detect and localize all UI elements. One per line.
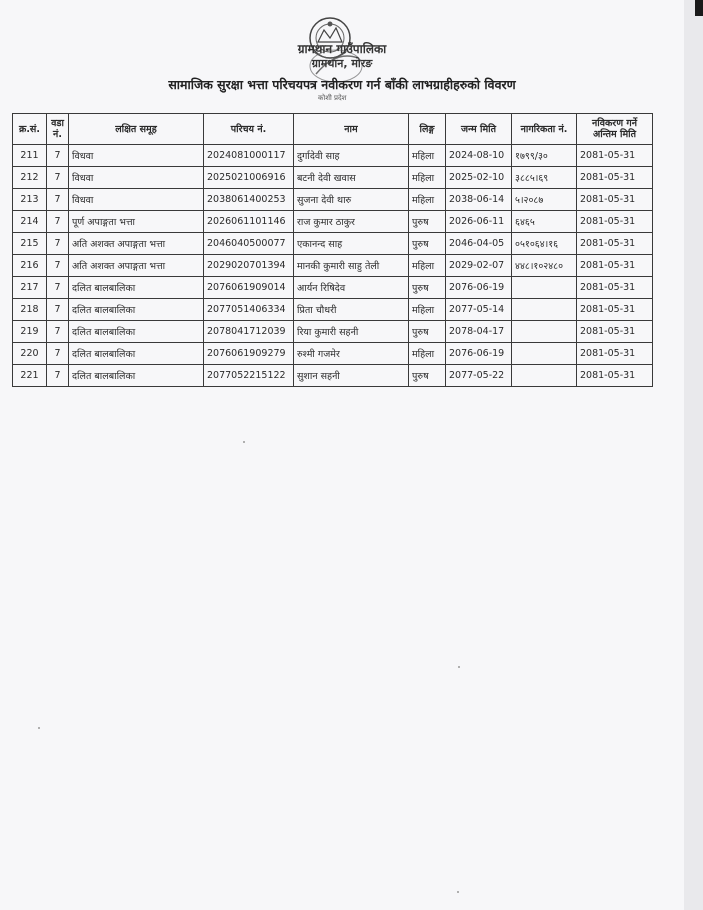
cell-sn: 216 (13, 255, 47, 277)
cell-group: विधवा (69, 145, 204, 167)
cell-id: 2038061400253 (204, 189, 294, 211)
scan-speck (457, 891, 459, 893)
cell-citizenship: ०५१०६४।१६ (512, 233, 577, 255)
table-row (13, 233, 653, 255)
table-row (13, 167, 653, 189)
col-header-name: नाम (294, 114, 409, 145)
table-row (13, 145, 653, 167)
cell-gender: पुरुष (409, 365, 446, 387)
cell-gender: महिला (409, 145, 446, 167)
col-header-dob: जन्म मिति (446, 114, 512, 145)
cell-id: 2029020701394 (204, 255, 294, 277)
cell-sn: 218 (13, 299, 47, 321)
cell-id: 2026061101146 (204, 211, 294, 233)
scan-speck (243, 441, 245, 443)
scan-speck (458, 666, 460, 668)
cell-deadline: 2081-05-31 (577, 299, 653, 321)
cell-id: 2076061909014 (204, 277, 294, 299)
table-row (13, 211, 653, 233)
cell-gender: महिला (409, 167, 446, 189)
cell-ward: 7 (47, 321, 69, 343)
cell-deadline: 2081-05-31 (577, 211, 653, 233)
cell-id: 2076061909279 (204, 343, 294, 365)
cell-gender: पुरुष (409, 211, 446, 233)
cell-name: रिया कुमारी सहनी (294, 321, 409, 343)
cell-sn: 220 (13, 343, 47, 365)
col-header-citizenship: नागरिकता नं. (512, 114, 577, 145)
cell-deadline: 2081-05-31 (577, 167, 653, 189)
cell-citizenship (512, 277, 577, 299)
cell-group: विधवा (69, 189, 204, 211)
cell-dob: 2078-04-17 (446, 321, 512, 343)
cell-deadline: 2081-05-31 (577, 365, 653, 387)
cell-ward: 7 (47, 211, 69, 233)
cell-name: दुर्गादेवी साह (294, 145, 409, 167)
stamp-province: कोशी प्रदेश (318, 94, 347, 102)
cell-citizenship (512, 299, 577, 321)
cell-deadline: 2081-05-31 (577, 343, 653, 365)
cell-name: प्रिता चौधरी (294, 299, 409, 321)
cell-dob: 2077-05-22 (446, 365, 512, 387)
cell-group: दलित बालबालिका (69, 321, 204, 343)
col-header-id: परिचय नं. (204, 114, 294, 145)
cell-id: 2077051406334 (204, 299, 294, 321)
cell-citizenship: ६४६५ (512, 211, 577, 233)
beneficiary-table (12, 113, 653, 387)
office-name: ग्रामथान गाउँपालिका (297, 42, 387, 56)
cell-citizenship: ४४८।१०२४८० (512, 255, 577, 277)
cell-name: राज कुमार ठाकुर (294, 211, 409, 233)
cell-dob: 2077-05-14 (446, 299, 512, 321)
table-header-row (13, 114, 653, 145)
cell-name: रुश्मी गजमेर (294, 343, 409, 365)
cell-name: बटनी देवी खवास (294, 167, 409, 189)
cell-dob: 2076-06-19 (446, 277, 512, 299)
cell-deadline: 2081-05-31 (577, 255, 653, 277)
cell-gender: महिला (409, 299, 446, 321)
scan-edge (684, 0, 703, 910)
scan-speck (38, 727, 40, 729)
cell-sn: 219 (13, 321, 47, 343)
cell-name: सुशान सहनी (294, 365, 409, 387)
table-row (13, 277, 653, 299)
cell-group: पूर्ण अपाङ्गता भत्ता (69, 211, 204, 233)
col-header-group: लक्षित समूह (69, 114, 204, 145)
cell-group: दलित बालबालिका (69, 343, 204, 365)
cell-citizenship (512, 321, 577, 343)
cell-id: 2025021006916 (204, 167, 294, 189)
table-row (13, 299, 653, 321)
table-row (13, 255, 653, 277)
cell-id: 2078041712039 (204, 321, 294, 343)
scan-edge-mark (695, 0, 703, 16)
cell-name: एकानन्द साह (294, 233, 409, 255)
table-row (13, 321, 653, 343)
cell-ward: 7 (47, 189, 69, 211)
cell-id: 2046040500077 (204, 233, 294, 255)
table-row (13, 189, 653, 211)
cell-dob: 2038-06-14 (446, 189, 512, 211)
cell-citizenship: ५।२०८७ (512, 189, 577, 211)
cell-deadline: 2081-05-31 (577, 145, 653, 167)
cell-sn: 221 (13, 365, 47, 387)
cell-gender: पुरुष (409, 233, 446, 255)
cell-ward: 7 (47, 277, 69, 299)
cell-gender: पुरुष (409, 277, 446, 299)
cell-deadline: 2081-05-31 (577, 189, 653, 211)
col-header-deadline: नविकरण गर्ने अन्तिम मिति (577, 114, 653, 145)
cell-dob: 2026-06-11 (446, 211, 512, 233)
cell-deadline: 2081-05-31 (577, 233, 653, 255)
cell-dob: 2029-02-07 (446, 255, 512, 277)
cell-group: दलित बालबालिका (69, 365, 204, 387)
cell-id: 2024081000117 (204, 145, 294, 167)
cell-deadline: 2081-05-31 (577, 321, 653, 343)
cell-gender: महिला (409, 343, 446, 365)
cell-citizenship (512, 365, 577, 387)
cell-ward: 7 (47, 233, 69, 255)
cell-gender: महिला (409, 255, 446, 277)
cell-sn: 211 (13, 145, 47, 167)
col-header-ward: वडा नं. (47, 114, 69, 145)
cell-group: विधवा (69, 167, 204, 189)
table-row (13, 365, 653, 387)
cell-dob: 2046-04-05 (446, 233, 512, 255)
document-title: सामाजिक सुरक्षा भत्ता परिचयपत्र नवीकरण गर्न बाँकी लाभग्राहीहरुको विवरण (168, 77, 516, 92)
cell-sn: 213 (13, 189, 47, 211)
cell-sn: 212 (13, 167, 47, 189)
cell-name: मानकी कुमारी साहु तेली (294, 255, 409, 277)
cell-group: दलित बालबालिका (69, 277, 204, 299)
cell-gender: पुरुष (409, 321, 446, 343)
cell-sn: 217 (13, 277, 47, 299)
cell-group: अति अशक्त अपाङ्गता भत्ता (69, 233, 204, 255)
cell-ward: 7 (47, 343, 69, 365)
cell-citizenship: १७९९/३० (512, 145, 577, 167)
cell-ward: 7 (47, 255, 69, 277)
col-header-sn: क्र.सं. (13, 114, 47, 145)
cell-sn: 215 (13, 233, 47, 255)
cell-ward: 7 (47, 167, 69, 189)
cell-group: दलित बालबालिका (69, 299, 204, 321)
cell-name: आर्यन रिषिदेव (294, 277, 409, 299)
cell-citizenship: ३८८५।६९ (512, 167, 577, 189)
cell-deadline: 2081-05-31 (577, 277, 653, 299)
cell-sn: 214 (13, 211, 47, 233)
cell-ward: 7 (47, 365, 69, 387)
cell-gender: महिला (409, 189, 446, 211)
cell-dob: 2024-08-10 (446, 145, 512, 167)
cell-ward: 7 (47, 299, 69, 321)
cell-dob: 2025-02-10 (446, 167, 512, 189)
office-sub: ग्रामथान, मोरङ (311, 57, 373, 70)
col-header-gender: लिङ्ग (409, 114, 446, 145)
table-row (13, 343, 653, 365)
cell-ward: 7 (47, 145, 69, 167)
cell-citizenship (512, 343, 577, 365)
cell-dob: 2076-06-19 (446, 343, 512, 365)
cell-group: अति अशक्त अपाङ्गता भत्ता (69, 255, 204, 277)
cell-name: सुजना देवी थारु (294, 189, 409, 211)
cell-id: 2077052215122 (204, 365, 294, 387)
